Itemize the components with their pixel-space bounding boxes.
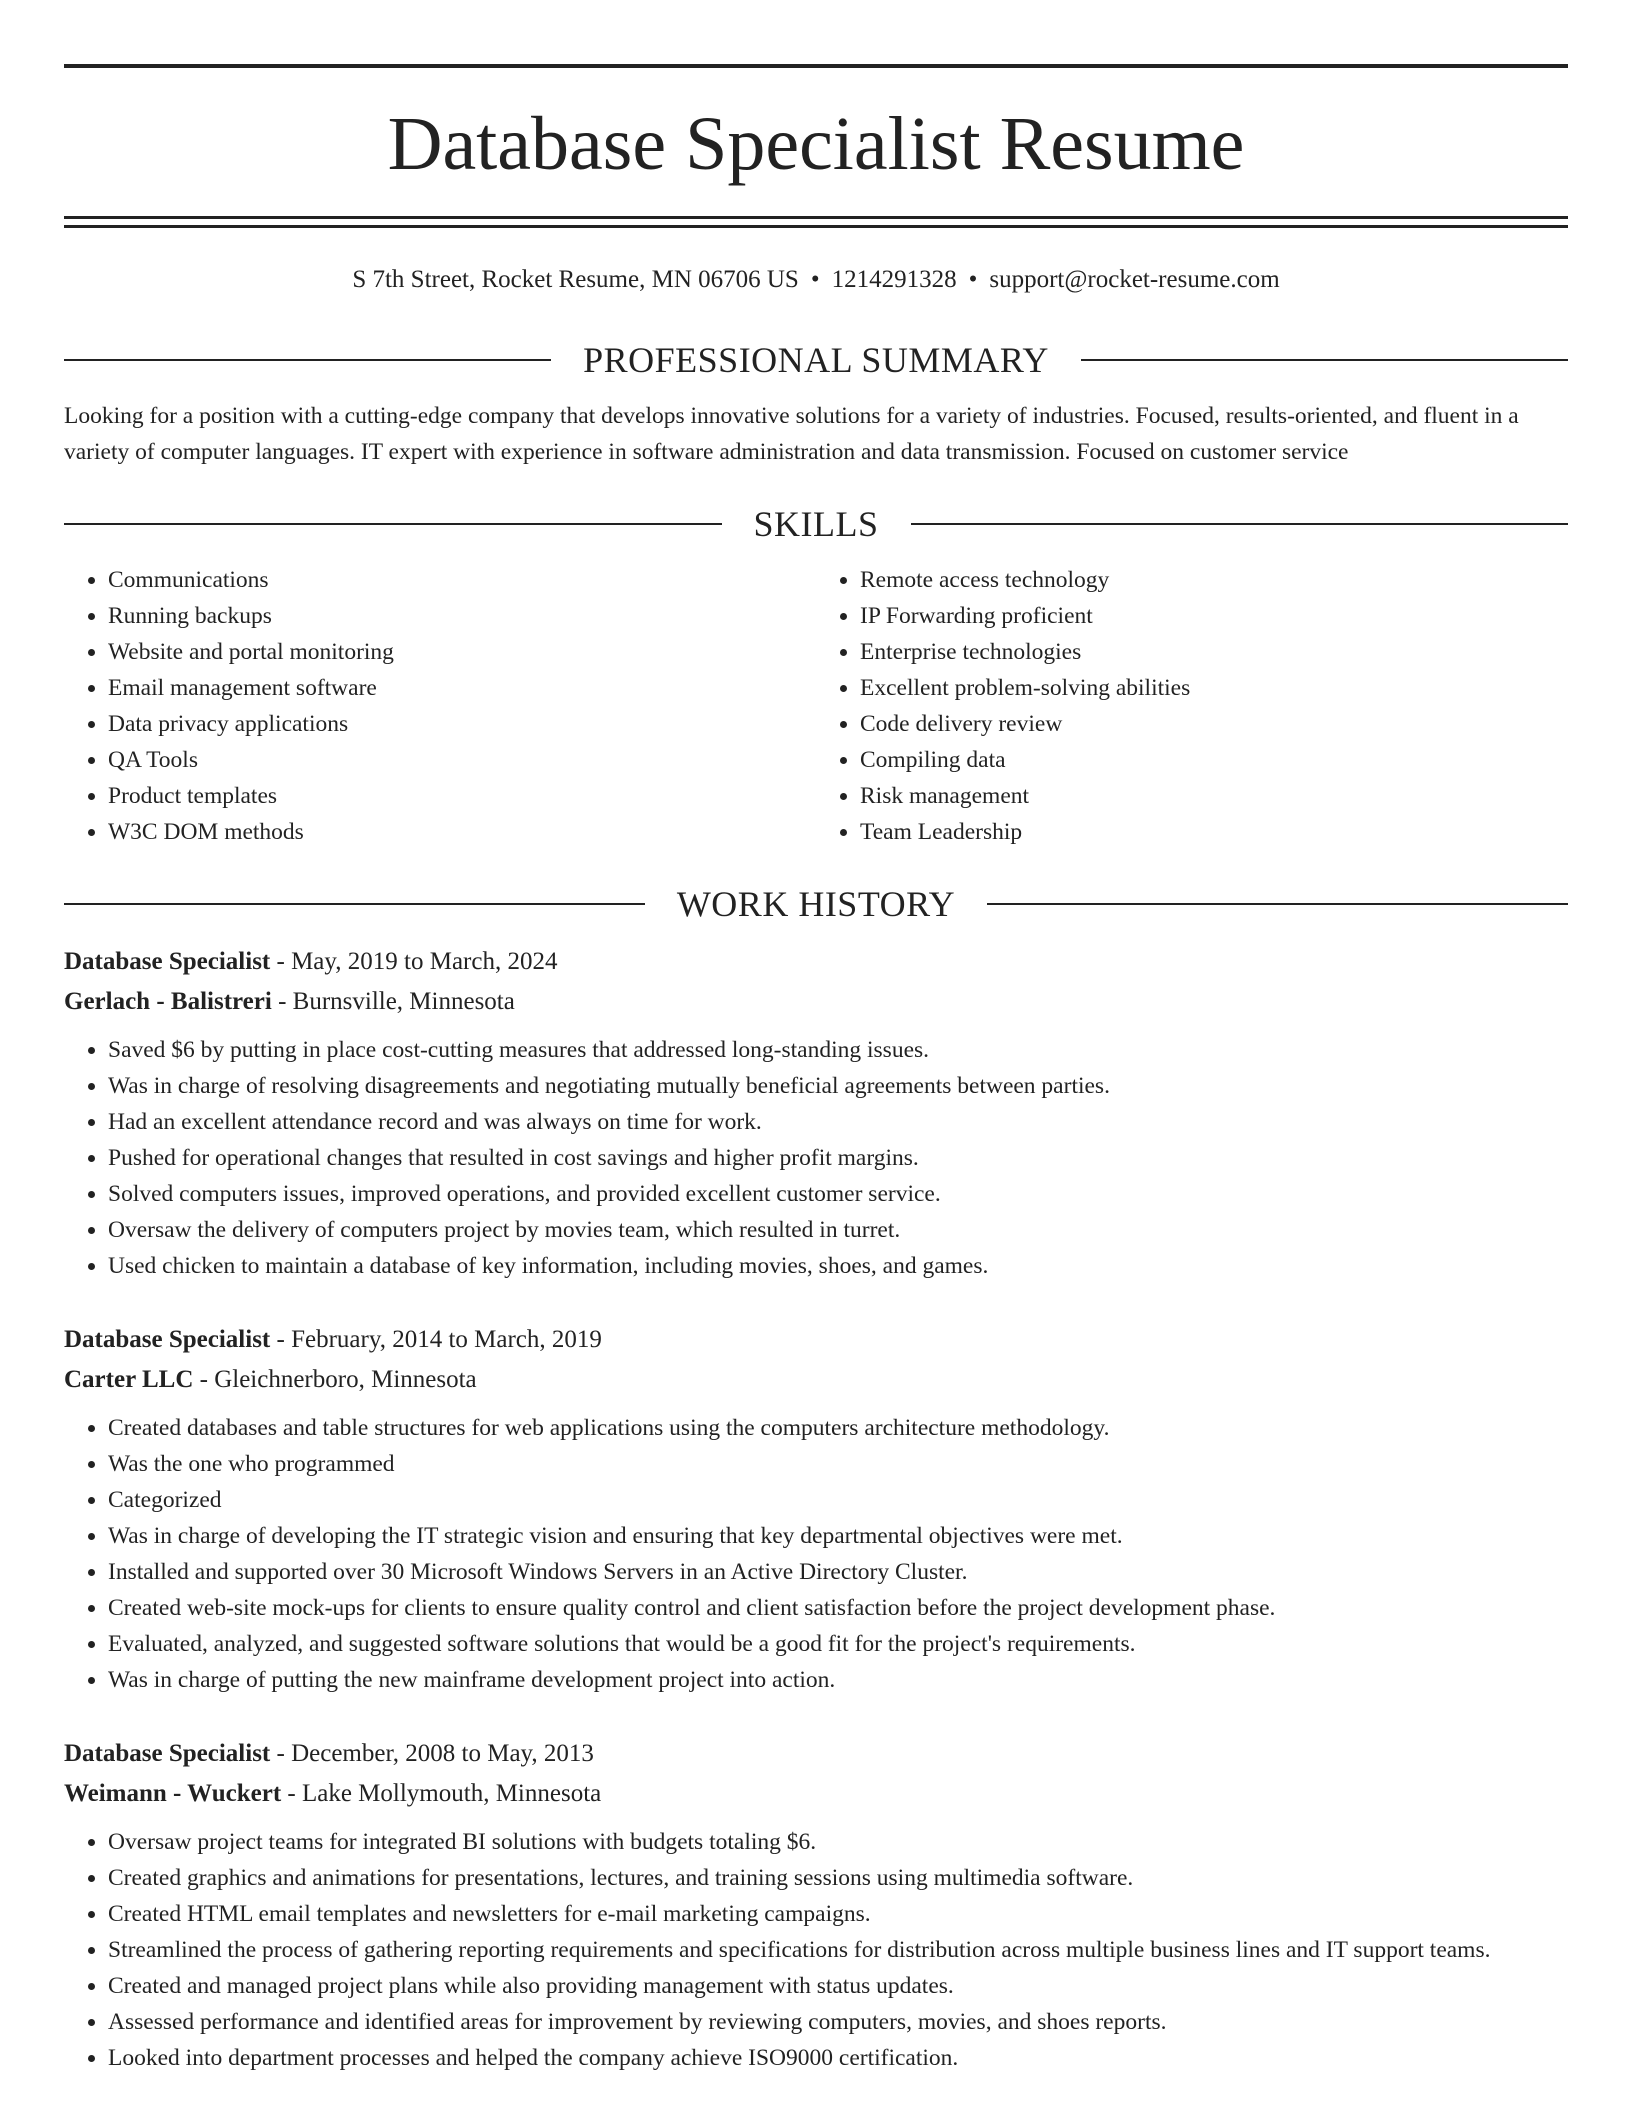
job-dates: - December, 2008 to May, 2013 <box>270 1740 594 1767</box>
contact-separator: • <box>810 266 820 293</box>
job-dates: - May, 2019 to March, 2024 <box>270 948 558 975</box>
skill-item: • Team Leadership <box>860 814 1568 850</box>
job-title-line <box>64 1734 1568 1774</box>
job-bullet: • Installed and supported over 30 Microsoft Windows Servers in an Active Directory Cluster. <box>108 1554 1568 1590</box>
job-bullet: • Oversaw project teams for integrated BI solutions with budgets totaling $6. <box>108 1824 1568 1860</box>
skill-item: • Excellent problem-solving abilities <box>860 670 1568 706</box>
job-company-line <box>64 1774 1568 1814</box>
contact-separator: • <box>968 266 978 293</box>
job-bullet: • Used chicken to maintain a database of key information, including movies, shoes, and games. <box>108 1248 1568 1284</box>
top-rule <box>64 64 1568 68</box>
skills-column-right <box>816 562 1568 850</box>
job-bullet: • Saved $6 by putting in place cost-cutting measures that addressed long-standing issues. <box>108 1032 1568 1068</box>
job-entry <box>64 942 1568 1284</box>
skill-item: • Data privacy applications <box>108 706 816 742</box>
job-bullet: • Created HTML email templates and newsletters for e-mail marketing campaigns. <box>108 1896 1568 1932</box>
section-heading-summary <box>64 340 1568 380</box>
job-location: - Lake Mollymouth, Minnesota <box>281 1780 602 1807</box>
job-bullet: • Solved computers issues, improved operations, and provided excellent customer service. <box>108 1176 1568 1212</box>
job-title: Database Specialist <box>64 1740 271 1767</box>
skill-item: • Communications <box>108 562 816 598</box>
job-title: Database Specialist <box>64 1326 271 1353</box>
job-entry <box>64 1320 1568 1698</box>
skill-item: • Email management software <box>108 670 816 706</box>
job-company: Weimann - Wuckert <box>64 1780 282 1807</box>
job-bullets <box>64 1032 1568 1284</box>
job-company-line <box>64 982 1568 1022</box>
heading-rule-right <box>1081 359 1568 361</box>
job-title: Database Specialist <box>64 948 271 975</box>
job-location: - Burnsville, Minnesota <box>271 988 515 1015</box>
job-bullet: • Created and managed project plans while also providing management with status updates. <box>108 1968 1568 2004</box>
section-heading-skills <box>64 504 1568 544</box>
job-company-line <box>64 1360 1568 1400</box>
section-title: PROFESSIONAL SUMMARY <box>583 340 1049 380</box>
job-bullet: • Assessed performance and identified areas for improvement by reviewing computers, movies, and shoes reports. <box>108 2004 1568 2040</box>
skill-item: • Code delivery review <box>860 706 1568 742</box>
job-title-line <box>64 942 1568 982</box>
job-location: - Gleichnerboro, Minnesota <box>193 1366 477 1393</box>
job-bullet: • Had an excellent attendance record and was always on time for work. <box>108 1104 1568 1140</box>
title-double-rule <box>64 216 1568 228</box>
work-history-list <box>64 942 1568 2076</box>
job-bullet: • Looked into department processes and helped the company achieve ISO9000 certification. <box>108 2040 1568 2076</box>
skill-item: • Compiling data <box>860 742 1568 778</box>
job-bullets <box>64 1824 1568 2076</box>
job-entry <box>64 1734 1568 2076</box>
skills-list <box>64 562 1568 850</box>
job-bullet: • Pushed for operational changes that resulted in cost savings and higher profit margins. <box>108 1140 1568 1176</box>
skill-item: • Enterprise technologies <box>860 634 1568 670</box>
heading-rule-right <box>911 523 1569 525</box>
contact-email: support@rocket-resume.com <box>989 266 1280 293</box>
skill-item: • QA Tools <box>108 742 816 778</box>
skill-item: • Website and portal monitoring <box>108 634 816 670</box>
job-bullet: • Created graphics and animations for presentations, lectures, and training sessions using multimedia software. <box>108 1860 1568 1896</box>
job-bullet: • Was in charge of putting the new mainframe development project into action. <box>108 1662 1568 1698</box>
page-title: Database Specialist Resume <box>387 102 1245 186</box>
contact-line <box>64 264 1568 296</box>
skill-item: • Product templates <box>108 778 816 814</box>
job-bullet: • Categorized <box>108 1482 1568 1518</box>
job-bullet: • Created databases and table structures for web applications using the computers architecture methodology. <box>108 1410 1568 1446</box>
heading-rule-left <box>64 359 551 361</box>
section-heading-work <box>64 884 1568 924</box>
resume-page <box>64 0 1568 2076</box>
skill-item: • Remote access technology <box>860 562 1568 598</box>
contact-address: S 7th Street, Rocket Resume, MN 06706 US <box>352 266 799 293</box>
job-bullet: • Was the one who programmed <box>108 1446 1568 1482</box>
summary-text: Looking for a position with a cutting-edge company that develops innovative solutions for a variety of industries. Focused, results-oriented, and fluent in a variety of computer languages. IT expert with experience in software administration and data transmission. Focused on customer service <box>64 403 1519 465</box>
skills-column-left <box>64 562 816 850</box>
job-bullet: • Streamlined the process of gathering reporting requirements and specifications for distribution across multiple business lines and IT support teams. <box>108 1932 1568 1968</box>
job-bullets <box>64 1410 1568 1698</box>
job-company: Gerlach - Balistreri <box>64 988 272 1015</box>
job-company: Carter LLC <box>64 1366 194 1393</box>
job-bullet: • Oversaw the delivery of computers project by movies team, which resulted in turret. <box>108 1212 1568 1248</box>
heading-rule-left <box>64 903 645 905</box>
section-title: WORK HISTORY <box>676 884 956 924</box>
job-dates: - February, 2014 to March, 2019 <box>270 1326 602 1353</box>
job-title-line <box>64 1320 1568 1360</box>
skill-item: • W3C DOM methods <box>108 814 816 850</box>
skill-item: • Running backups <box>108 598 816 634</box>
job-bullet: • Was in charge of developing the IT strategic vision and ensuring that key departmental objectives were met. <box>108 1518 1568 1554</box>
section-title: SKILLS <box>753 504 879 544</box>
skill-item: • Risk management <box>860 778 1568 814</box>
contact-phone: 1214291328 <box>831 266 957 293</box>
job-bullet: • Evaluated, analyzed, and suggested software solutions that would be a good fit for the project's requirements. <box>108 1626 1568 1662</box>
heading-rule-left <box>64 523 722 525</box>
job-bullet: • Created web-site mock-ups for clients to ensure quality control and client satisfaction before the project development phase. <box>108 1590 1568 1626</box>
heading-rule-right <box>987 903 1568 905</box>
job-bullet: • Was in charge of resolving disagreements and negotiating mutually beneficial agreements between parties. <box>108 1068 1568 1104</box>
skill-item: • IP Forwarding proficient <box>860 598 1568 634</box>
